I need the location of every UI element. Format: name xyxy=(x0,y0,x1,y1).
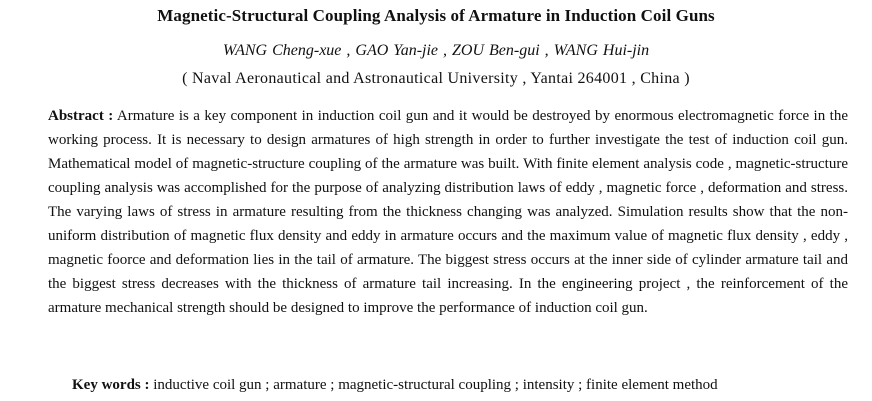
paper-title: Magnetic-Structural Coupling Analysis of Armature in Induction Coil Guns xyxy=(157,6,715,25)
keywords-text: inductive coil gun ; armature ; magnetic-structural coupling ; intensity ; finite element method xyxy=(153,377,718,393)
keywords-line xyxy=(72,374,848,396)
author-list: WANG Cheng-xue , GAO Yan-jie , ZOU Ben-gui , WANG Hui-jin xyxy=(222,42,650,59)
abstract-paragraph xyxy=(48,104,848,320)
abstract-label: Abstract : xyxy=(48,108,114,124)
abstract-text: Armature is a key component in induction coil gun and it would be destroyed by enormous electromagnetic force in the working process. It is necessary to design armatures of high strength in order to further investigate the test of induction coil gun. Mathematical model of magnetic-structure coupling of the armature was built. With finite element analysis code , magnetic-structure coupling analysis was accomplished for the purpose of analyzing distribution laws of eddy , magnetic force , deformation and stress. The varying laws of stress in armature resulting from the thickness changing was analyzed. Simulation results show that the non-uniform distribution of magnetic flux density and eddy in armature occurs and the maximum value of magnetic flux density , eddy , magnetic foorce and deformation lies in the tail of armature. The biggest stress occurs at the inner side of cylinder armature tail and the biggest stress decreases with the thickness of armature tail increasing. In the engineering project , the reinforcement of the armature mechanical strength should be designed to improve the performance of induction coil gun. xyxy=(48,108,848,316)
keywords-label: Key words : xyxy=(72,377,150,393)
affiliation: ( Naval Aeronautical and Astronautical University , Yantai 264001 , China ) xyxy=(182,70,690,87)
